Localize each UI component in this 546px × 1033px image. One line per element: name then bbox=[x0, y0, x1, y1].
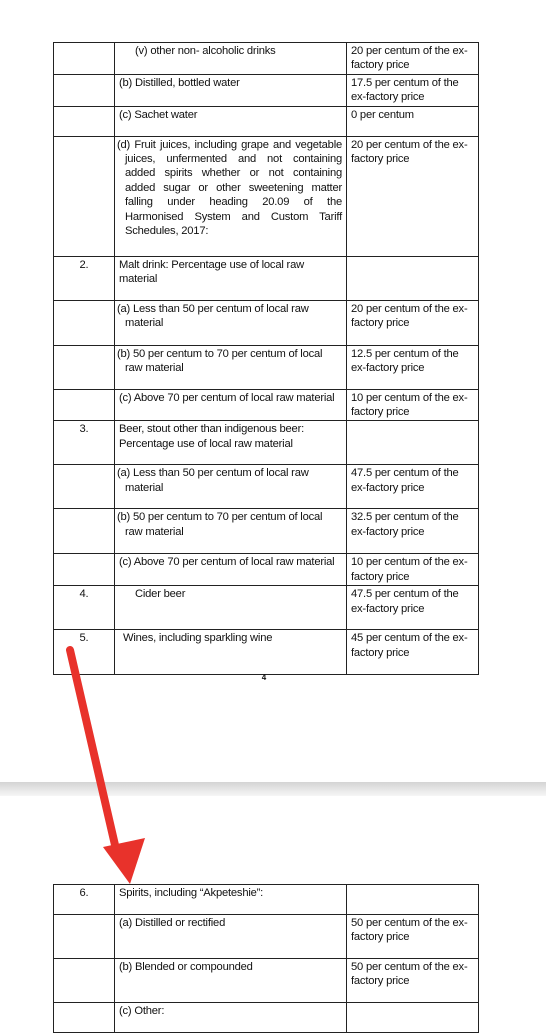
item-description: Wines, including sparkling wine bbox=[115, 630, 347, 675]
item-description: Beer, stout other than indigenous beer: Percentage use of local raw material bbox=[115, 421, 347, 465]
item-number: 2. bbox=[54, 256, 115, 300]
table-row bbox=[54, 509, 479, 554]
item-rate bbox=[347, 421, 479, 465]
item-number bbox=[54, 136, 115, 256]
table-row bbox=[54, 74, 479, 106]
excise-rate-table-page-4 bbox=[53, 42, 479, 675]
page-separator bbox=[0, 782, 546, 796]
page-number: 4 bbox=[261, 673, 267, 682]
item-number bbox=[54, 554, 115, 586]
table-row bbox=[54, 959, 479, 1003]
excise-rate-table-page-5 bbox=[53, 884, 479, 1033]
item-number: 5. bbox=[54, 630, 115, 675]
item-rate: 20 per centum of the ex-factory price bbox=[347, 43, 479, 75]
document-page-5 bbox=[0, 796, 546, 1024]
table-row bbox=[54, 43, 479, 75]
item-number bbox=[54, 74, 115, 106]
item-number: 4. bbox=[54, 586, 115, 630]
item-rate: 50 per centum of the ex-factory price bbox=[347, 959, 479, 1003]
table-row bbox=[54, 630, 479, 675]
item-rate: 12.5 per centum of the ex-factory price bbox=[347, 345, 479, 389]
table-row bbox=[54, 345, 479, 389]
table-row bbox=[54, 256, 479, 300]
item-number bbox=[54, 106, 115, 136]
item-rate: 0 per centum bbox=[347, 106, 479, 136]
item-number bbox=[54, 43, 115, 75]
item-rate: 10 per centum of the ex-factory price bbox=[347, 554, 479, 586]
item-rate: 20 per centum of the ex-factory price bbox=[347, 300, 479, 345]
table-row bbox=[54, 421, 479, 465]
item-rate: 32.5 per centum of the ex-factory price bbox=[347, 509, 479, 554]
table-row bbox=[54, 554, 479, 586]
item-description: (c) Above 70 per centum of local raw material bbox=[115, 389, 347, 421]
item-description: (b) Blended or compounded bbox=[115, 959, 347, 1003]
item-number bbox=[54, 345, 115, 389]
item-description: (b) 50 per centum to 70 per centum of local raw material bbox=[115, 345, 347, 389]
item-description: (a) Distilled or rectified bbox=[115, 915, 347, 959]
item-description: (a) Less than 50 per centum of local raw material bbox=[115, 300, 347, 345]
table-row bbox=[54, 1003, 479, 1033]
item-description: (c) Above 70 per centum of local raw material bbox=[115, 554, 347, 586]
item-rate: 17.5 per centum of the ex-factory price bbox=[347, 74, 479, 106]
item-description: (c) Other: bbox=[115, 1003, 347, 1033]
item-description: Cider beer bbox=[115, 586, 347, 630]
item-number bbox=[54, 1003, 115, 1033]
item-description: Malt drink: Percentage use of local raw material bbox=[115, 256, 347, 300]
table-row bbox=[54, 106, 479, 136]
item-number bbox=[54, 300, 115, 345]
item-rate: 47.5 per centum of the ex-factory price bbox=[347, 586, 479, 630]
item-number bbox=[54, 959, 115, 1003]
item-description: (c) Sachet water bbox=[115, 106, 347, 136]
item-rate bbox=[347, 1003, 479, 1033]
item-description: (v) other non- alcoholic drinks bbox=[115, 43, 347, 75]
table-row bbox=[54, 136, 479, 256]
item-description: (b) Distilled, bottled water bbox=[115, 74, 347, 106]
table-row bbox=[54, 586, 479, 630]
item-number bbox=[54, 389, 115, 421]
item-description: Spirits, including “Akpeteshie”: bbox=[115, 885, 347, 915]
item-rate: 47.5 per centum of the ex-factory price bbox=[347, 465, 479, 509]
item-rate: 20 per centum of the ex-factory price bbox=[347, 136, 479, 256]
item-rate: 45 per centum of the ex-factory price bbox=[347, 630, 479, 675]
item-description: (a) Less than 50 per centum of local raw material bbox=[115, 465, 347, 509]
table-row bbox=[54, 465, 479, 509]
table-row bbox=[54, 885, 479, 915]
item-number: 6. bbox=[54, 885, 115, 915]
item-rate: 50 per centum of the ex-factory price bbox=[347, 915, 479, 959]
item-rate bbox=[347, 256, 479, 300]
item-description: (b) 50 per centum to 70 per centum of local raw material bbox=[115, 509, 347, 554]
table-row bbox=[54, 300, 479, 345]
table-row bbox=[54, 389, 479, 421]
item-rate bbox=[347, 885, 479, 915]
item-description: (d) Fruit juices, including grape and vegetable juices, unfermented and not containing added spirits whether or not containing added sugar or other sweetening matter falling under heading 20.09 of the Harmonised System and Custom Tariff Schedules, 2017: bbox=[115, 136, 347, 256]
table-row bbox=[54, 915, 479, 959]
item-number: 3. bbox=[54, 421, 115, 465]
item-number bbox=[54, 509, 115, 554]
item-rate: 10 per centum of the ex-factory price bbox=[347, 389, 479, 421]
item-number bbox=[54, 465, 115, 509]
item-number bbox=[54, 915, 115, 959]
